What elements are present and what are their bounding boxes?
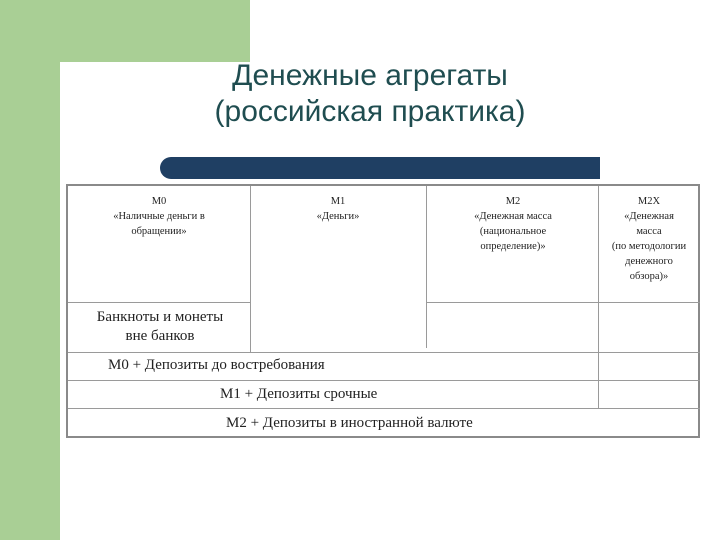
row-m1-text: М0 + Депозиты до востребования bbox=[108, 357, 325, 373]
header-m0-desc-1: «Наличные деньги в bbox=[113, 211, 205, 222]
decor-rounded-corner bbox=[60, 62, 120, 122]
header-m2-desc-3: определение)» bbox=[480, 241, 546, 252]
header-m2 bbox=[434, 194, 592, 254]
header-m2x-desc-3: (по методологии bbox=[611, 241, 687, 252]
header-m0-desc-2: обращении» bbox=[131, 226, 187, 237]
header-m2-desc-1: «Денежная масса bbox=[474, 211, 552, 222]
row-line-2 bbox=[68, 352, 700, 353]
header-m2x-desc-2: масса bbox=[636, 226, 662, 237]
row-m2-text: М1 + Депозиты срочные bbox=[220, 386, 378, 402]
header-m0 bbox=[74, 194, 244, 239]
col-divider-1-lower bbox=[250, 302, 251, 352]
aggregates-table bbox=[66, 184, 700, 438]
col-divider-1 bbox=[250, 186, 251, 302]
row-line-row1-left bbox=[68, 302, 250, 303]
header-m2-code: М2 bbox=[505, 196, 521, 207]
col-divider-3 bbox=[598, 186, 599, 408]
row-line-row1-right bbox=[426, 302, 700, 303]
row-line-4 bbox=[68, 408, 700, 409]
slide-title bbox=[130, 58, 610, 130]
header-m2x bbox=[600, 194, 698, 284]
decor-title-underline-bar bbox=[178, 157, 600, 179]
title-line-1: Денежные агрегаты bbox=[232, 59, 508, 92]
header-m1 bbox=[258, 194, 418, 224]
header-m2x-desc-1: «Денежная bbox=[624, 211, 674, 222]
row-m0-line-2: вне банков bbox=[125, 328, 195, 344]
row-m2x-text: М2 + Депозиты в иностранной валюте bbox=[226, 415, 473, 431]
header-m1-code: М1 bbox=[330, 196, 346, 207]
title-line-2: (российская практика) bbox=[214, 95, 526, 128]
header-m2-desc-2: (национальное bbox=[479, 226, 547, 237]
row-m0-text bbox=[72, 308, 248, 346]
header-m2x-code: М2Х bbox=[637, 196, 661, 207]
header-m2x-desc-4: денежного bbox=[625, 256, 673, 267]
decor-green-sidebar bbox=[0, 0, 60, 540]
header-m2x-desc-5: обзора)» bbox=[629, 271, 669, 282]
header-m1-desc-1: «Деньги» bbox=[316, 211, 360, 222]
col-divider-2 bbox=[426, 186, 427, 348]
row-line-3 bbox=[68, 380, 700, 381]
header-m0-code: М0 bbox=[151, 196, 167, 207]
row-m0-line-1: Банкноты и монеты bbox=[96, 309, 224, 325]
